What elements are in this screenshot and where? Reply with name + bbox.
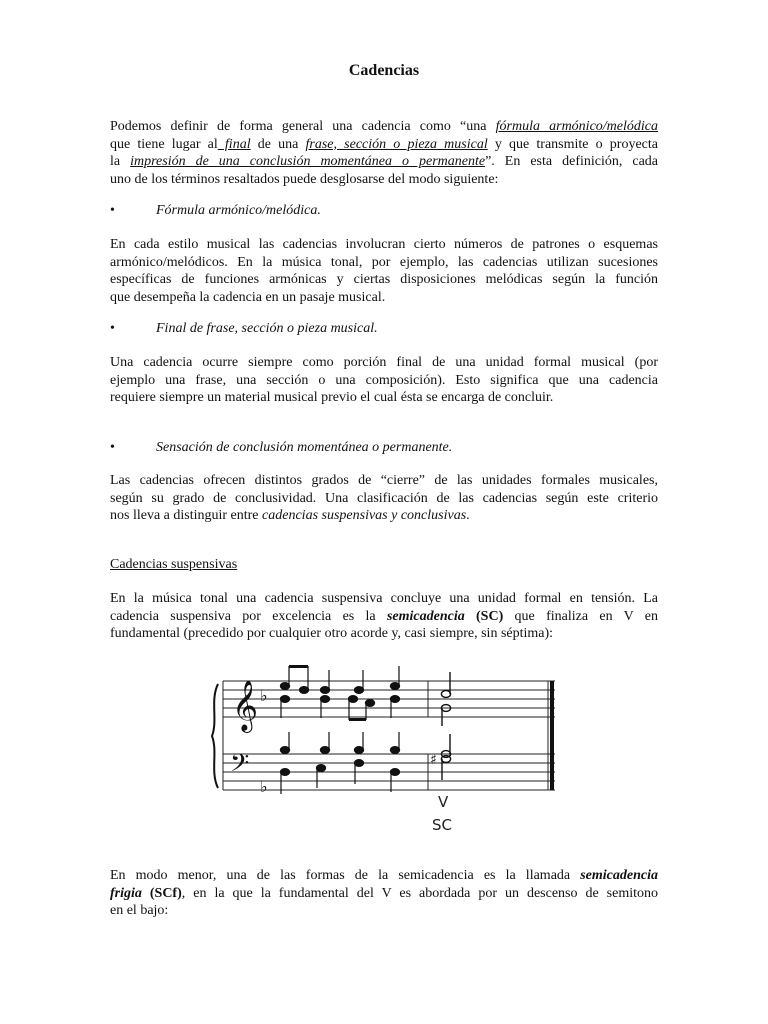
roman-numeral-label: V	[438, 793, 449, 811]
highlight-final: final	[217, 136, 251, 152]
highlight-impresion: impresión de una conclusión momentánea o permanente	[130, 154, 486, 169]
term-abbrev: (SC)	[464, 608, 504, 624]
intro-text: la	[110, 154, 131, 169]
text-line: armónico/melódicos. En la música tonal, por ejemplo, las cadencias utilizan sucesiones	[110, 254, 658, 270]
text-fragment: En modo menor, una de las formas de la semicadencia es la llamada	[110, 868, 581, 883]
highlight-frase: frase, sección o pieza musical	[305, 136, 488, 152]
text-fragment: que finaliza en V en	[503, 608, 658, 624]
intro-line-1	[110, 118, 658, 136]
intro-text: ”. En esta definición, cada	[485, 154, 658, 169]
text-line	[110, 885, 658, 903]
text-line	[110, 608, 658, 626]
bullet-dot: •	[110, 440, 115, 455]
bullet-text: Final de frase, sección o pieza musical.	[156, 321, 378, 336]
text-line: En la música tonal una cadencia suspensiva concluye una unidad formal en tensión. La	[110, 591, 658, 606]
svg-text:♯: ♯	[430, 752, 437, 768]
emphasis-text: cadencias suspensivas y conclusivas	[262, 508, 467, 523]
text-line: en el bajo:	[110, 903, 169, 918]
page-title: Cadencias	[348, 62, 420, 79]
text-fragment: , en la que la fundamental del V es abordada por un descenso de semitono	[181, 885, 659, 901]
text-line: ejemplo una frase, una sección o una composición). Esto significa que una cadencia	[110, 372, 658, 388]
bullet-text: Sensación de conclusión momentánea o permanente.	[156, 440, 453, 455]
text-line: específicas de funciones armónicas y ciertas disposiciones melódicas según la función	[110, 272, 658, 287]
intro-line-3	[110, 153, 658, 171]
intro-text: Podemos definir de forma general una cadencia como “una	[110, 119, 496, 134]
paragraph-frigia	[110, 867, 658, 920]
bullet-text: Fórmula armónico/melódica.	[156, 203, 321, 218]
text-line: que desempeña la cadencia en un pasaje musical.	[110, 289, 386, 305]
intro-paragraph	[110, 118, 658, 188]
paragraph-porcion-final	[110, 354, 658, 407]
music-score-example	[208, 660, 560, 836]
section-heading-text: Cadencias suspensivas	[110, 557, 238, 572]
intro-text: y que transmite o proyecta	[487, 136, 658, 152]
text-line: Una cadencia ocurre siempre como porción final de una unidad formal musical (por	[110, 355, 658, 370]
section-heading	[110, 556, 658, 574]
text-line: fundamental (precedido por cualquier otro acorde y, casi siempre, sin séptima):	[110, 626, 554, 641]
term-abbrev: (SCf)	[141, 885, 182, 901]
term-frigia: frigia	[110, 885, 142, 901]
svg-text:♭: ♭	[260, 777, 268, 796]
text-line	[110, 507, 658, 525]
intro-text: que tiene lugar al	[110, 136, 218, 152]
svg-text:𝄞: 𝄞	[232, 680, 259, 731]
paragraph-cierre	[110, 472, 658, 525]
bullet-dot: •	[110, 203, 115, 218]
term-semicadencia: semicadencia	[386, 608, 465, 624]
text-fragment: nos lleva a distinguir entre	[110, 508, 263, 523]
intro-line-4: uno de los términos resaltados puede desglosarse del modo siguiente:	[110, 171, 499, 187]
paragraph-semicadencia	[110, 590, 658, 643]
score-svg	[208, 660, 560, 836]
term-semicadencia: semicadencia	[580, 868, 658, 883]
text-fragment: .	[466, 508, 470, 523]
text-line: En cada estilo musical las cadencias involucran cierto números de patrones o esquemas	[110, 237, 658, 252]
text-fragment: cadencia suspensiva por excelencia es la	[110, 608, 387, 624]
text-line: requiere siempre un material musical previo el cual ésta se encarga de concluir.	[110, 390, 554, 405]
text-line: Las cadencias ofrecen distintos grados de “cierre” de las unidades formales musicales,	[110, 473, 658, 488]
text-line	[110, 867, 658, 885]
intro-text: de una	[250, 136, 306, 152]
cadence-label: SC	[432, 816, 452, 834]
svg-text:♭: ♭	[260, 686, 268, 705]
bullet-dot: •	[110, 321, 115, 336]
svg-text:𝄢: 𝄢	[230, 749, 250, 784]
intro-line-2	[110, 136, 658, 154]
highlight-formula: fórmula armónico/melódica	[495, 119, 658, 134]
text-line: según su grado de conclusividad. Una clasificación de las cadencias según este criterio	[110, 490, 658, 506]
paragraph-patrones	[110, 236, 658, 306]
